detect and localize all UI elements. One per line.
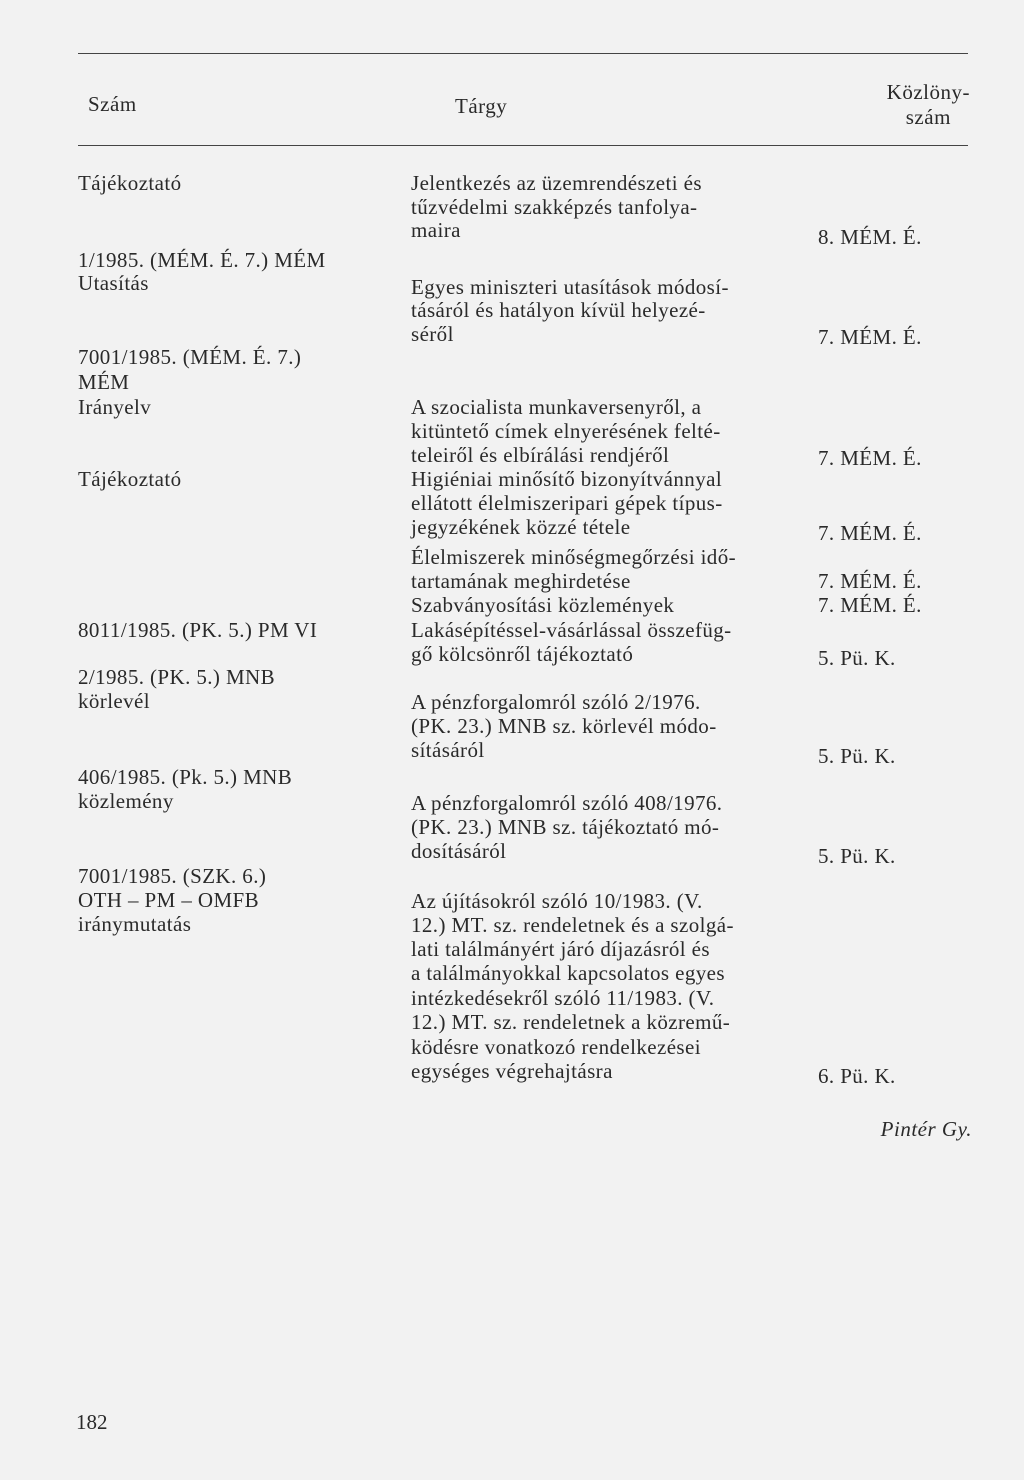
row-szam: 7001/1985. (SZK. 6.) [78, 864, 267, 888]
row-szam: körlevél [78, 689, 151, 713]
row-targy: 12.) MT. sz. rendeletnek és a szolgá- [411, 913, 734, 937]
row-targy: dosításáról [411, 839, 507, 863]
row-szam: 8011/1985. (PK. 5.) PM VI [78, 618, 318, 642]
row-szam: közlemény [78, 789, 174, 813]
row-szam: Tájékoztató [78, 467, 182, 491]
row-targy: Lakásépítéssel-vásárlással összefüg- [411, 618, 732, 642]
row-targy: 12.) MT. sz. rendeletnek a közremű- [411, 1010, 731, 1034]
row-szam: Irányelv [78, 395, 152, 419]
header-rule [78, 145, 968, 146]
row-targy: kitüntető címek elnyerésének felté- [411, 419, 721, 443]
row-targy: teleiről és elbírálási rendjéről [411, 443, 670, 467]
row-targy: (PK. 23.) MNB sz. körlevél módo- [411, 714, 717, 738]
row-targy: (PK. 23.) MNB sz. tájékoztató mó- [411, 815, 720, 839]
row-targy: maira [411, 218, 461, 242]
row-szam: iránymutatás [78, 912, 192, 936]
header-szam: Szám [88, 92, 137, 116]
row-kozlony: 7. MÉM. É. [818, 446, 922, 470]
row-targy: ellátott élelmiszeripari gépek típus- [411, 491, 723, 515]
row-szam: MÉM [78, 370, 130, 394]
row-targy: ködésre vonatkozó rendelkezései [411, 1035, 701, 1059]
row-kozlony: 5. Pü. K. [818, 646, 896, 670]
row-targy: Higiéniai minősítő bizonyítvánnyal [411, 467, 723, 491]
row-targy: Egyes miniszteri utasítások módosí- [411, 275, 729, 299]
top-rule [78, 53, 968, 54]
row-szam: 406/1985. (Pk. 5.) MNB [78, 765, 293, 789]
row-targy: jegyzékének közzé tétele [411, 515, 631, 539]
row-targy: tűzvédelmi szakképzés tanfolya- [411, 195, 698, 219]
page-number: 182 [76, 1410, 108, 1434]
row-kozlony: 5. Pü. K. [818, 744, 896, 768]
row-szam: 7001/1985. (MÉM. É. 7.) [78, 345, 302, 369]
row-kozlony: 7. MÉM. É. [818, 569, 922, 593]
header-kozlony-line1: Közlöny- [886, 80, 970, 104]
row-targy: Jelentkezés az üzemrendészeti és [411, 171, 702, 195]
row-targy: intézkedésekről szóló 11/1983. (V. [411, 986, 715, 1010]
row-szam: OTH – PM – OMFB [78, 888, 260, 912]
header-targy: Tárgy [455, 94, 508, 118]
header-kozlony-line2: szám [905, 105, 951, 129]
row-kozlony: 5. Pü. K. [818, 844, 896, 868]
row-targy: Élelmiszerek minőségmegőrzési idő- [411, 545, 737, 569]
row-targy: Az újításokról szóló 10/1983. (V. [411, 889, 703, 913]
row-targy: egységes végrehajtásra [411, 1059, 613, 1083]
row-targy: lati találmányért járó díjazásról és [411, 937, 710, 961]
row-szam: Utasítás [78, 271, 149, 295]
row-targy: a találmányokkal kapcsolatos egyes [411, 961, 725, 985]
row-szam: Tájékoztató [78, 171, 182, 195]
header-kozlonyszam [887, 80, 970, 130]
row-targy: gő kölcsönről tájékoztató [411, 642, 634, 666]
row-targy: tásáról és hatályon kívül helyezé- [411, 298, 706, 322]
row-targy: sításáról [411, 738, 485, 762]
row-targy: A szocialista munkaversenyről, a [411, 395, 702, 419]
row-kozlony: 7. MÉM. É. [818, 325, 922, 349]
row-targy: tartamának meghirdetése [411, 569, 631, 593]
row-kozlony: 6. Pü. K. [818, 1064, 896, 1088]
row-kozlony: 8. MÉM. É. [818, 225, 922, 249]
signature: Pintér Gy. [880, 1117, 972, 1141]
row-kozlony: 7. MÉM. É. [818, 521, 922, 545]
row-szam: 2/1985. (PK. 5.) MNB [78, 665, 276, 689]
row-targy: A pénzforgalomról szóló 2/1976. [411, 690, 701, 714]
row-kozlony: 7. MÉM. É. [818, 593, 922, 617]
row-targy: A pénzforgalomról szóló 408/1976. [411, 791, 723, 815]
row-targy: Szabványosítási közlemények [411, 593, 675, 617]
row-szam: 1/1985. (MÉM. É. 7.) MÉM [78, 248, 326, 272]
row-targy: séről [411, 322, 454, 346]
